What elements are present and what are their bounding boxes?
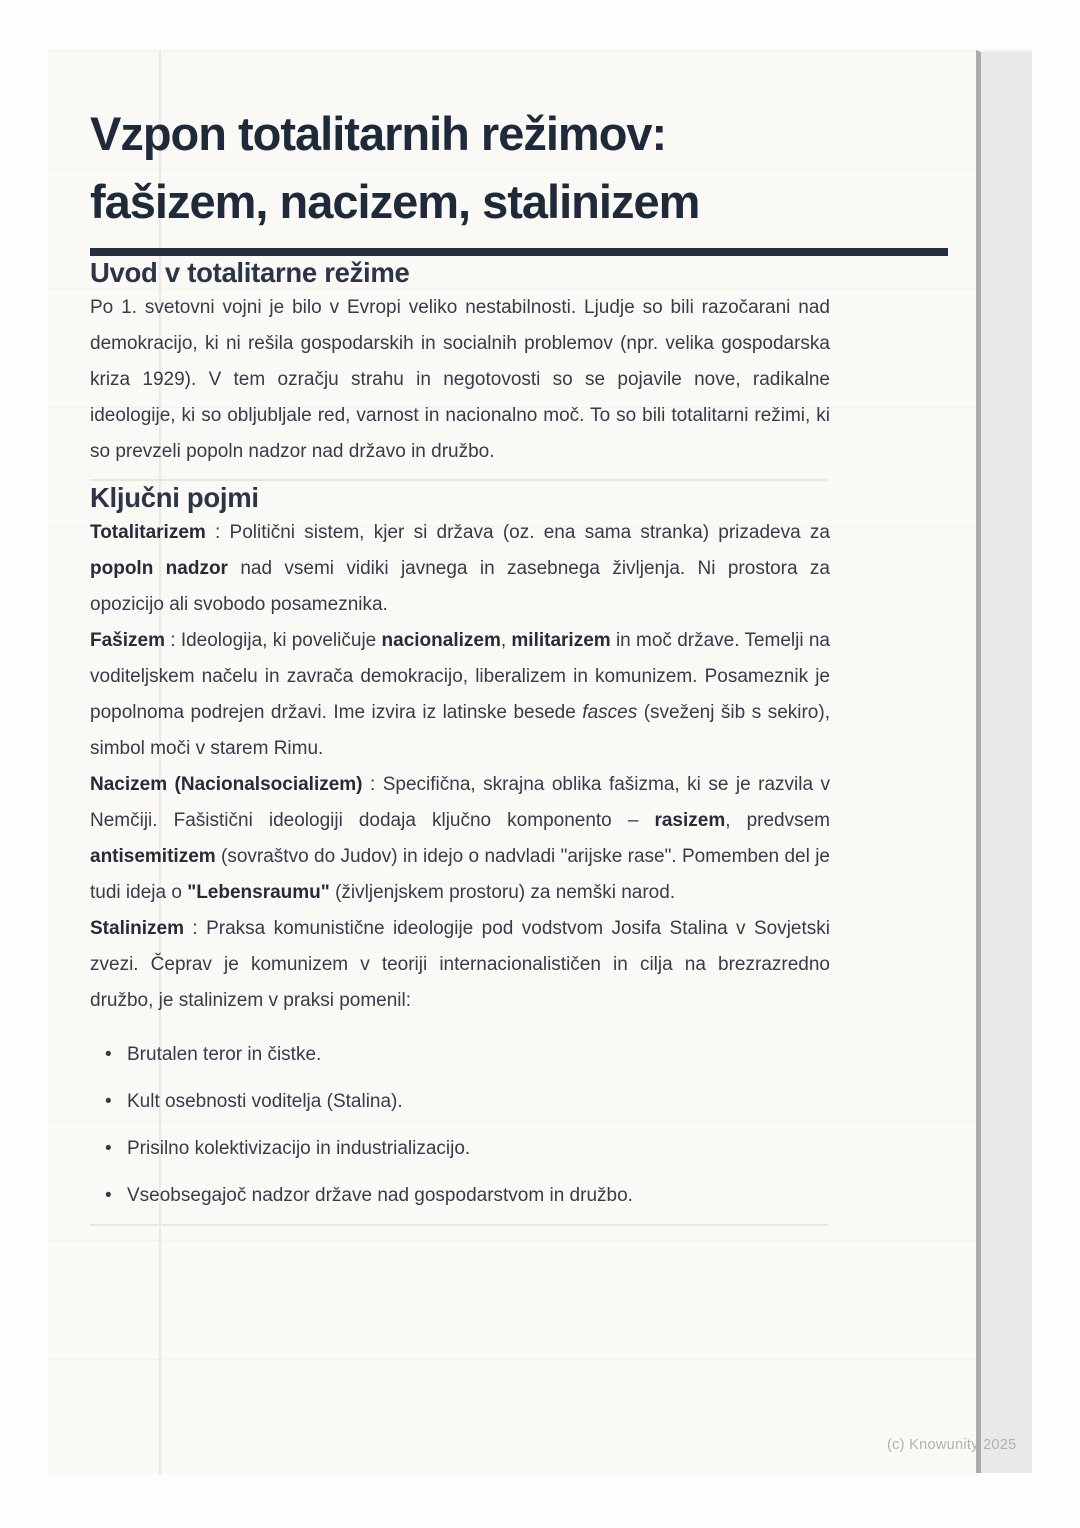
page-title — [90, 50, 830, 236]
text-run: : Ideologija, ki poveličuje — [164, 630, 382, 651]
page-content — [48, 50, 830, 1226]
bold-term: rasizem — [654, 810, 726, 831]
copyright-watermark: (c) Knowunity 2025 — [887, 1437, 1017, 1453]
bold-term: popoln nadzor — [90, 558, 228, 579]
fasizem-paragraph — [90, 623, 830, 767]
list-item: • Kult osebnosti voditelja (Stalina). — [90, 1084, 830, 1120]
text-run: in moč države. Temelji na voditeljskem načelu in zavrača demokracijo, liberalizem in komunizem. Posameznik je popolnoma podrejen državi. Ime izvira iz latinske besede — [90, 630, 830, 723]
document-page — [48, 50, 976, 1475]
section-heading-intro: Uvod v totalitarne režime — [90, 257, 410, 288]
nacizem-paragraph — [90, 767, 830, 911]
bold-term: Nacizem (Nacionalsocializem) — [90, 774, 363, 795]
bold-term: antisemitizem — [90, 846, 216, 867]
section-heading-key-terms: Ključni pojmi — [90, 482, 259, 513]
text-run: , predvsem — [725, 810, 830, 831]
title-underline-rule — [90, 248, 948, 256]
bold-term: militarizem — [511, 630, 611, 651]
text-run: Po 1. svetovni vojni je bilo v Evropi veliko nestabilnosti. Ljudje so bili razočarani nad demokracijo, ki ni rešila gospodarskih in socialnih problemov (npr. velika gospodarska kriza 1929). V tem ozračju strahu in negotovosti so se pojavile nove, radikalne ideologije, ki so obljubljale red, varnost in nacionalno moč. To so bili totalitarni režimi, ki so prevzeli popoln nadzor nad državo in družbo. — [90, 297, 830, 462]
page-title-line-1: Vzpon totalitarnih režimov: — [90, 107, 667, 160]
text-run: : Specifična, skrajna oblika fašizma, ki se je razvila v Nemčiji. Fašistični ideologiji dodaja ključno komponento – — [90, 774, 830, 831]
list-item: • Vseobsegajoč nadzor države nad gospodarstvom in družbo. — [90, 1178, 830, 1214]
text-run: : Praksa komunistične ideologije pod vodstvom Josifa Stalina v Sovjetski zvezi. Čeprav je komunizem v teoriji internacionalističen in cilja na brezrazredno družbo, je stalinizem v praksi pomenil: — [90, 918, 830, 1011]
stalinizem-bullet-list — [90, 1037, 830, 1214]
bold-term: nacionalizem — [381, 630, 501, 651]
bold-term: Stalinizem — [90, 918, 184, 939]
list-item: • Prisilno kolektivizacijo in industrializacijo. — [90, 1131, 830, 1167]
bold-term: Fašizem — [90, 630, 165, 651]
totalitarizem-paragraph — [90, 515, 830, 623]
page-edge-strip — [976, 50, 1032, 1473]
text-run: (sveženj šib s sekiro), simbol moči v starem Rimu. — [90, 702, 830, 759]
stalinizem-paragraph — [90, 911, 830, 1019]
text-run: nad vsemi vidiki javnega in zasebnega življenja. Ni prostora za opozicijo ali svobodo posameznika. — [90, 558, 830, 615]
bottom-divider — [90, 1224, 828, 1226]
italic-term: fasces — [582, 702, 638, 723]
list-item: • Brutalen teror in čistke. — [90, 1037, 830, 1073]
intro-paragraph — [90, 290, 830, 470]
bold-term: "Lebensraumu" — [187, 882, 330, 903]
text-run: (sovraštvo do Judov) in idejo o nadvladi "arijske rase". Pomemben del je tudi ideja o — [90, 846, 830, 903]
page-title-line-2: fašizem, nacizem, stalinizem — [90, 175, 700, 228]
bold-term: Totalitarizem — [90, 522, 206, 543]
text-run: (življenjskem prostoru) za nemški narod. — [329, 882, 676, 903]
text-run: , — [500, 630, 512, 651]
text-run: : Politični sistem, kjer si država (oz. ena sama stranka) prizadeva za — [205, 522, 830, 543]
